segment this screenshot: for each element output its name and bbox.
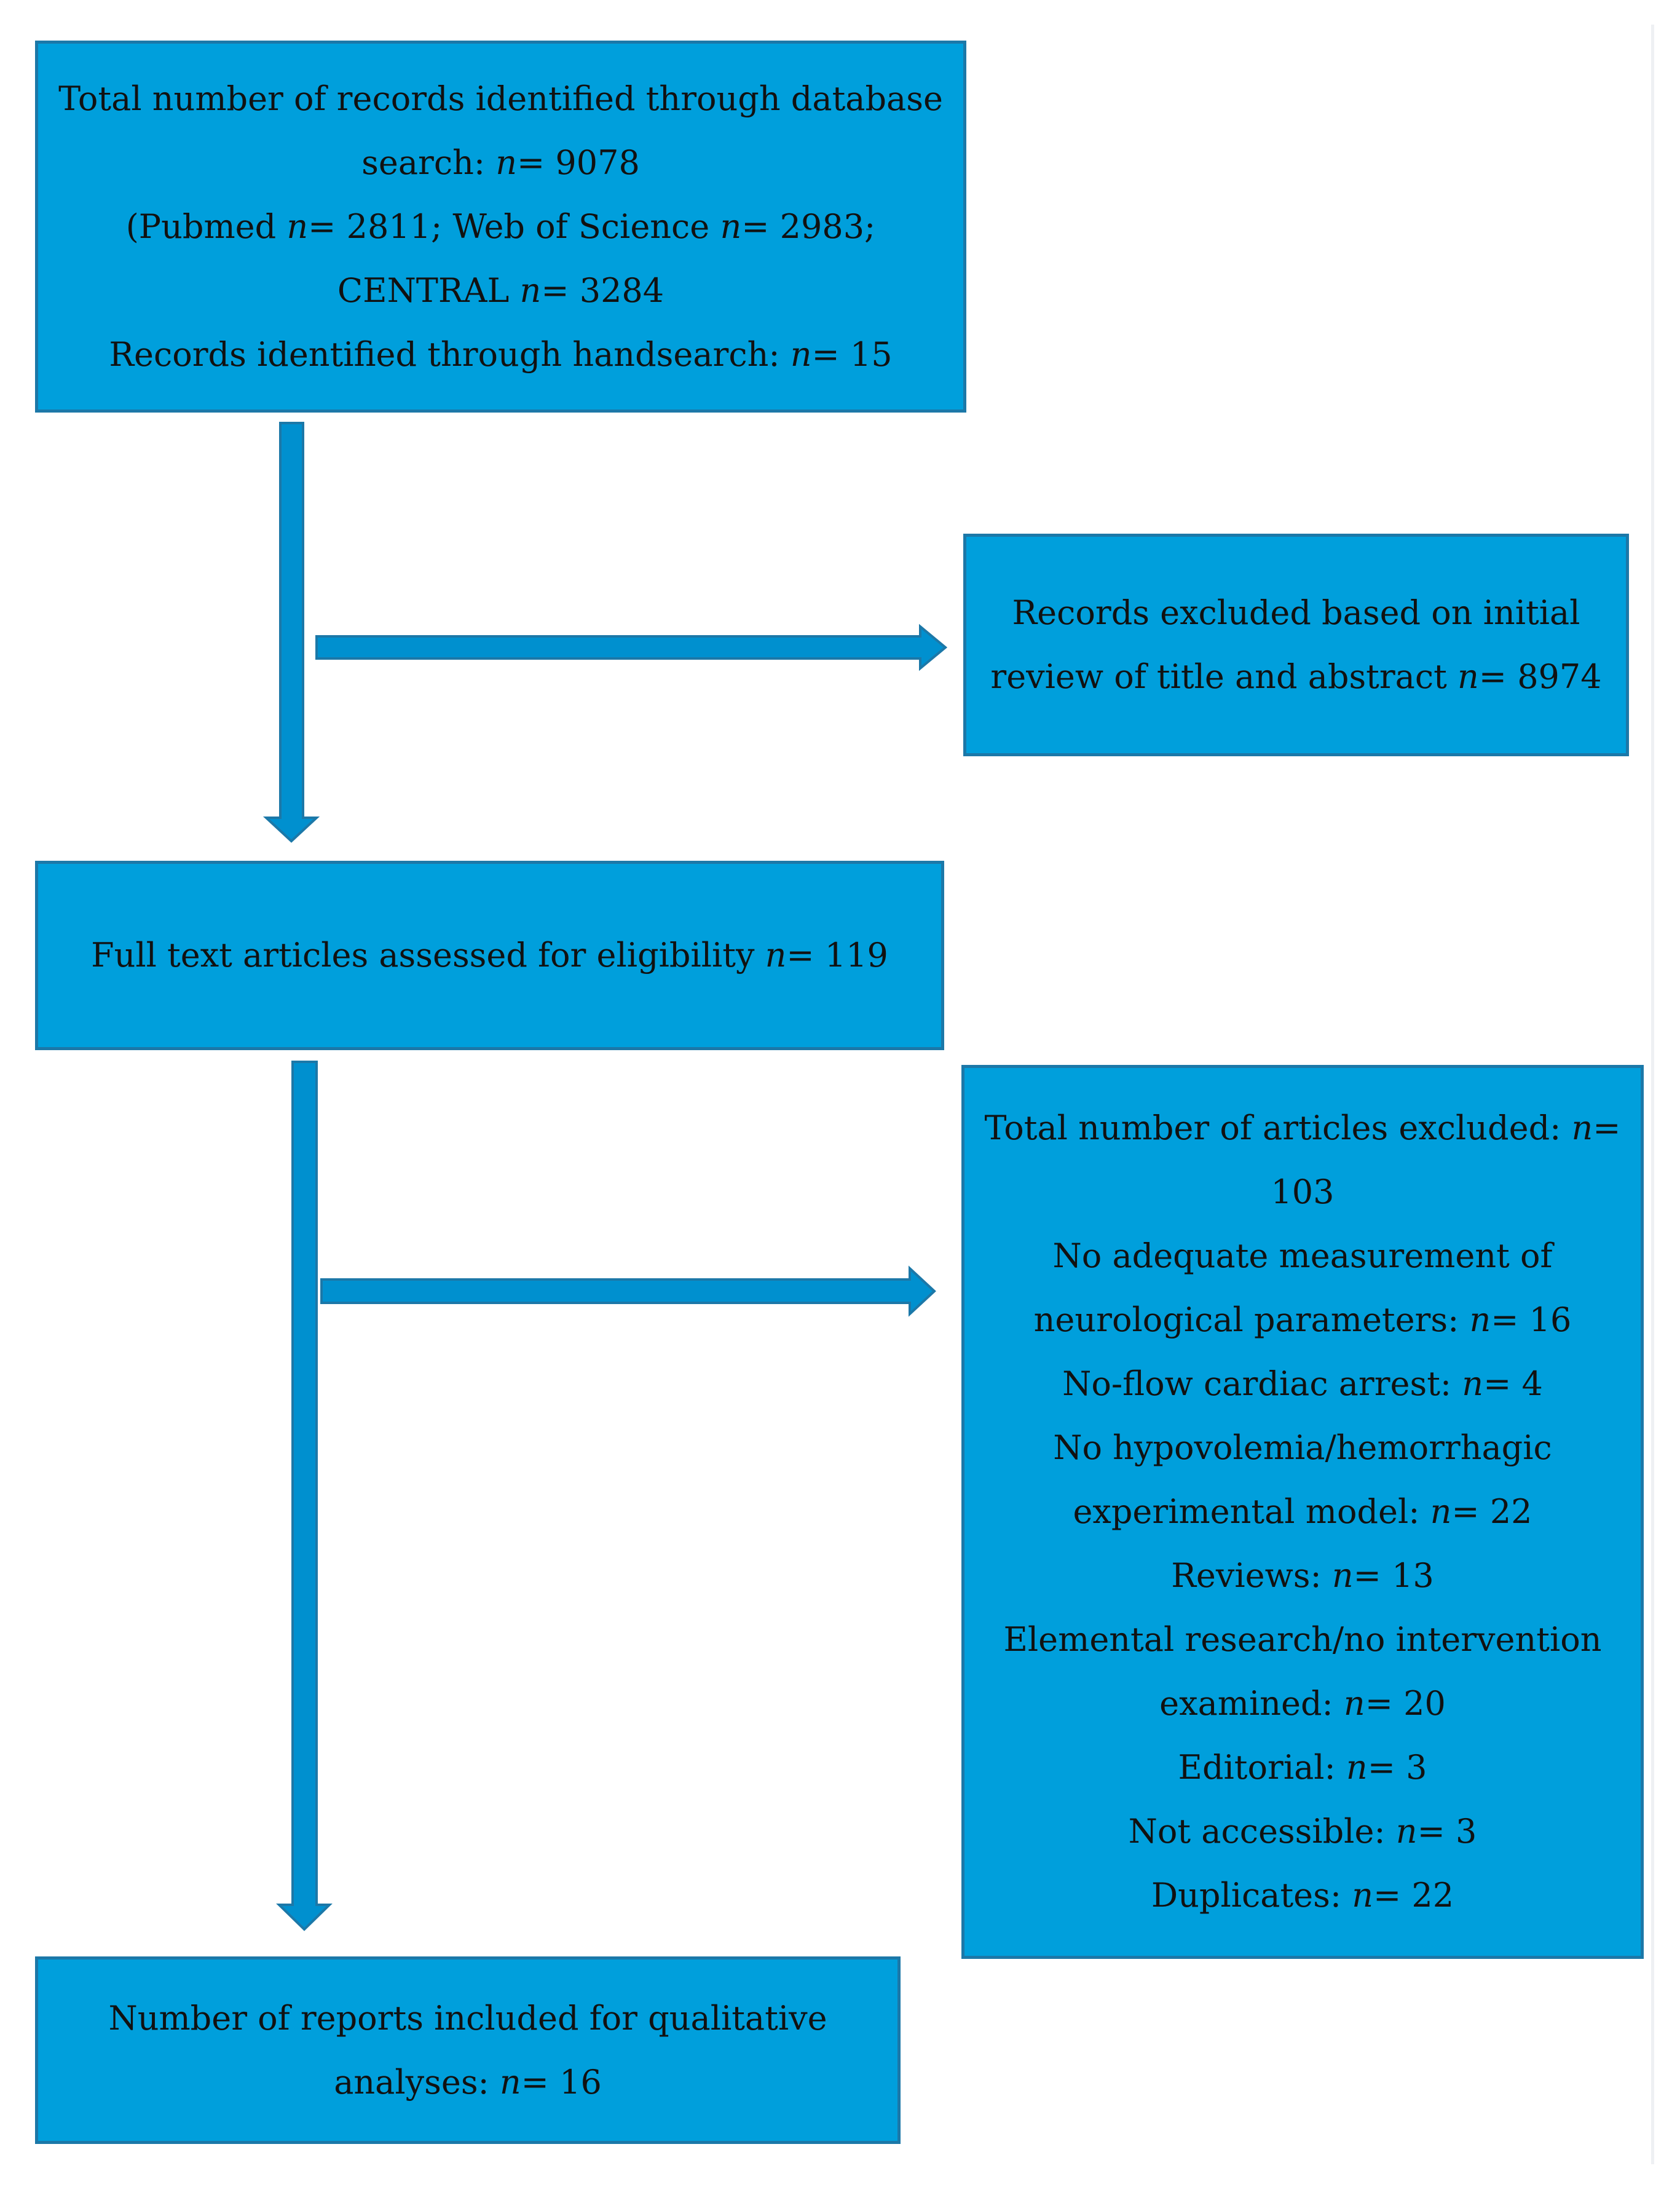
box-text-line: Editorial: n= 3 bbox=[1178, 1748, 1427, 1787]
records-identified-box bbox=[35, 41, 966, 413]
box-text-line: experimental model: n= 22 bbox=[1073, 1492, 1532, 1531]
records-excluded-screening-box bbox=[963, 534, 1629, 756]
right-arrow-2 bbox=[321, 1268, 934, 1314]
full-text-assessed-box bbox=[35, 861, 944, 1050]
box-text-line: Elemental research/no intervention bbox=[1003, 1620, 1602, 1659]
articles-excluded-box bbox=[961, 1065, 1644, 1959]
box-text-line: (Pubmed n= 2811; Web of Science n= 2983; bbox=[125, 207, 876, 246]
box-text-line: analyses: n= 16 bbox=[334, 2062, 602, 2102]
box-text-line: CENTRAL n= 3284 bbox=[337, 271, 665, 310]
box-text-line: examined: n= 20 bbox=[1159, 1684, 1446, 1723]
box-text-line: No-flow cardiac arrest: n= 4 bbox=[1062, 1364, 1543, 1403]
box-text-line: Records excluded based on initial bbox=[1012, 593, 1580, 632]
box-text-line: No hypovolemia/hemorrhagic bbox=[1053, 1428, 1552, 1467]
box-text-line: Total number of articles excluded: n= bbox=[984, 1109, 1621, 1147]
box-text-line: Duplicates: n= 22 bbox=[1151, 1876, 1454, 1915]
box-text-line: neurological parameters: n= 16 bbox=[1033, 1300, 1572, 1339]
right-arrow-1 bbox=[317, 627, 945, 668]
down-arrow-1 bbox=[266, 423, 317, 841]
box-text-line: Reviews: n= 13 bbox=[1171, 1556, 1434, 1595]
box-text-line: Full text articles assessed for eligibility n= 119 bbox=[91, 936, 888, 975]
box-text-line: Not accessible: n= 3 bbox=[1128, 1812, 1477, 1851]
box-text-line: No adequate measurement of bbox=[1052, 1236, 1553, 1275]
reports-included-box bbox=[35, 1956, 901, 2144]
box-text-line: review of title and abstract n= 8974 bbox=[990, 657, 1602, 696]
box-text-line: Number of reports included for qualitative bbox=[108, 1998, 827, 2038]
box-text-line: search: n= 9078 bbox=[361, 143, 640, 182]
box-text-line: Total number of records identified through database bbox=[58, 79, 943, 118]
box-text-line: 103 bbox=[1271, 1173, 1335, 1211]
box-text-line: Records identified through handsearch: n= 15 bbox=[109, 334, 893, 374]
down-arrow-2 bbox=[279, 1062, 329, 1929]
